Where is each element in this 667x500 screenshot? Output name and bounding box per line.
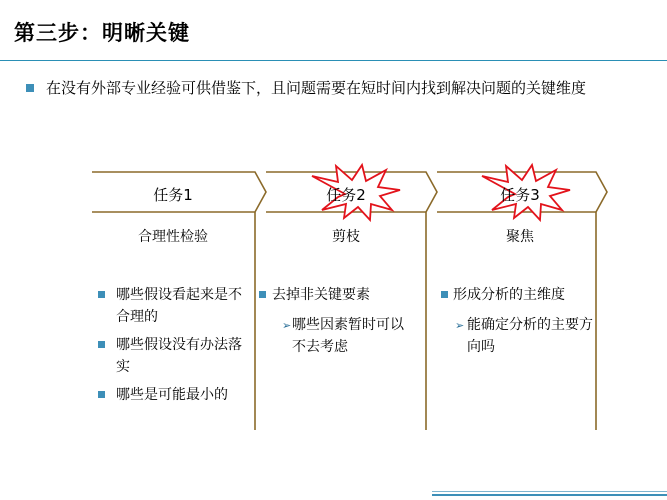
intro-text: 在没有外部专业经验可供借鉴下，且问题需要在短时间内找到解决问题的关键维度	[46, 79, 587, 97]
bullet-icon	[98, 391, 105, 398]
task1-item-2: 哪些假设没有办法落实	[116, 337, 242, 375]
task1-item-3: 哪些是可能最小的	[116, 387, 228, 403]
task3-item-1: 形成分析的主维度	[453, 287, 565, 303]
task3-title: 任务3	[500, 186, 540, 204]
task3-subtitle: 聚焦	[506, 229, 534, 245]
arrow-bullet-icon: ➢	[282, 319, 292, 332]
footer-rule	[432, 491, 667, 492]
bullet-icon	[441, 291, 448, 298]
arrow-bullet-icon: ➢	[455, 319, 465, 332]
task2-subitem-1: 哪些因素暂时可以不去考虑	[292, 317, 404, 355]
task1-subtitle: 合理性检验	[138, 229, 208, 245]
bullet-icon	[98, 341, 105, 348]
page-title: 第三步：明晰关键	[14, 21, 190, 45]
task1-item-1: 哪些假设看起来是不合理的	[116, 287, 242, 325]
task2-subtitle: 剪枝	[332, 229, 360, 245]
task3-subitem-1: 能确定分析的主要方向吗	[467, 317, 593, 355]
task1-title: 任务1	[153, 186, 193, 204]
task2-title: 任务2	[326, 186, 366, 204]
bullet-icon	[259, 291, 266, 298]
bullet-icon	[98, 291, 105, 298]
footer-rule	[432, 494, 667, 496]
task2-item-1: 去掉非关键要素	[272, 287, 370, 303]
